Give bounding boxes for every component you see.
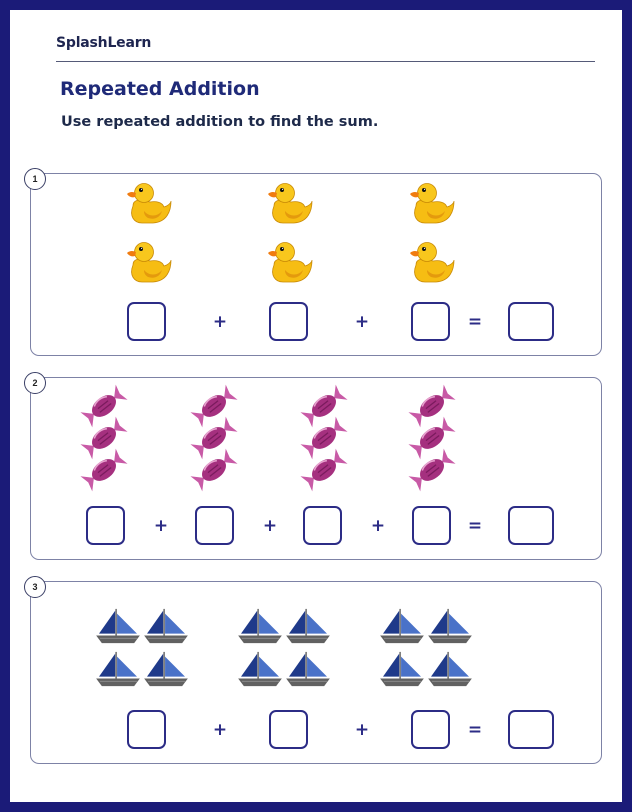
answer-box-q1-addend-1[interactable] bbox=[127, 302, 166, 341]
plus-sign: + bbox=[212, 720, 228, 740]
equals-sign: = bbox=[467, 720, 483, 740]
answer-box-q2-addend-2[interactable] bbox=[195, 506, 234, 545]
answer-box-q3-addend-3[interactable] bbox=[411, 710, 450, 749]
duck-icon bbox=[124, 240, 172, 288]
worksheet-title: Repeated Addition bbox=[60, 78, 260, 100]
duck-icon bbox=[407, 240, 455, 288]
question-3-number: 3 bbox=[24, 576, 46, 598]
plus-sign: + bbox=[262, 516, 278, 536]
question-1-number: 1 bbox=[24, 168, 46, 190]
brand-logo: SplashLearn bbox=[56, 35, 152, 51]
duck-icon bbox=[265, 181, 313, 229]
sailboat-icon bbox=[143, 650, 189, 688]
answer-box-q1-addend-2[interactable] bbox=[269, 302, 308, 341]
plus-sign: + bbox=[370, 516, 386, 536]
sailboat-icon bbox=[285, 607, 331, 645]
plus-sign: + bbox=[354, 312, 370, 332]
equals-sign: = bbox=[467, 516, 483, 536]
answer-box-q3-addend-1[interactable] bbox=[127, 710, 166, 749]
sailboat-icon bbox=[285, 650, 331, 688]
sailboat-icon bbox=[379, 607, 425, 645]
sailboat-icon bbox=[143, 607, 189, 645]
sailboat-icon bbox=[95, 650, 141, 688]
sailboat-icon bbox=[379, 650, 425, 688]
plus-sign: + bbox=[354, 720, 370, 740]
plus-sign: + bbox=[153, 516, 169, 536]
duck-icon bbox=[407, 181, 455, 229]
answer-box-q2-addend-1[interactable] bbox=[86, 506, 125, 545]
plus-sign: + bbox=[212, 312, 228, 332]
answer-box-q3-addend-2[interactable] bbox=[269, 710, 308, 749]
answer-box-q1-addend-3[interactable] bbox=[411, 302, 450, 341]
sailboat-icon bbox=[427, 607, 473, 645]
answer-box-q2-addend-3[interactable] bbox=[303, 506, 342, 545]
answer-box-q2-sum[interactable] bbox=[508, 506, 554, 545]
sailboat-icon bbox=[237, 607, 283, 645]
answer-box-q2-addend-4[interactable] bbox=[412, 506, 451, 545]
question-2-number: 2 bbox=[24, 372, 46, 394]
equals-sign: = bbox=[467, 312, 483, 332]
worksheet-instruction: Use repeated addition to find the sum. bbox=[61, 114, 379, 130]
header-divider bbox=[56, 61, 595, 62]
sailboat-icon bbox=[237, 650, 283, 688]
sailboat-icon bbox=[427, 650, 473, 688]
answer-box-q3-sum[interactable] bbox=[508, 710, 554, 749]
duck-icon bbox=[265, 240, 313, 288]
answer-box-q1-sum[interactable] bbox=[508, 302, 554, 341]
duck-icon bbox=[124, 181, 172, 229]
sailboat-icon bbox=[95, 607, 141, 645]
